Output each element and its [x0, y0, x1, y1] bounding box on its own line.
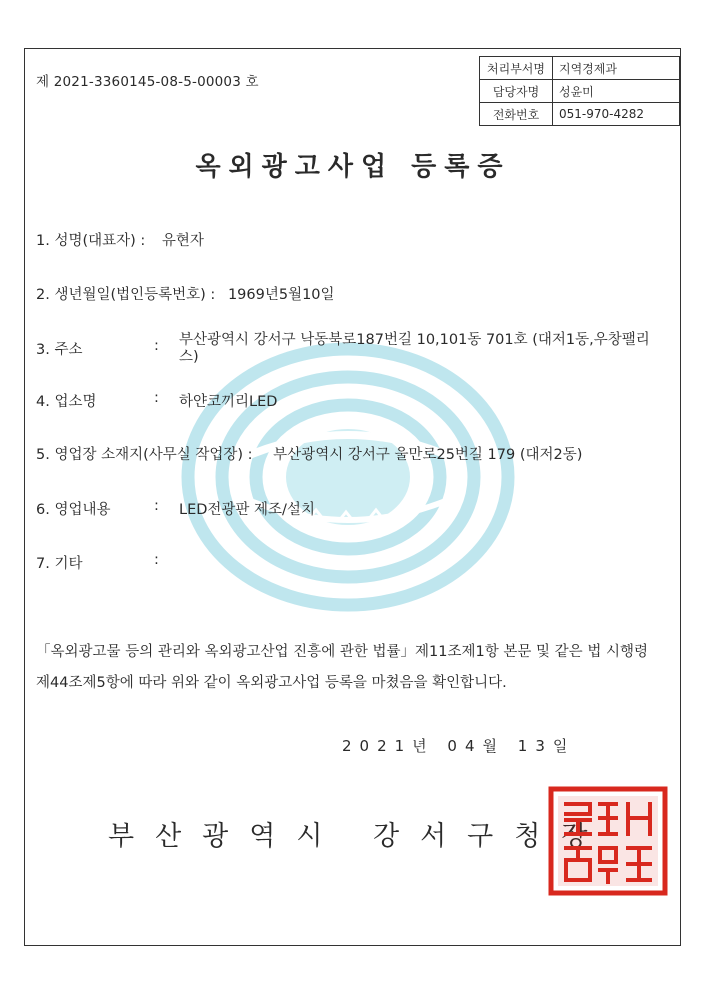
item-label: 3. 주소 — [36, 342, 83, 358]
handler-row — [480, 80, 680, 103]
item-value: 유현자 — [161, 233, 204, 249]
handler-row — [480, 103, 680, 126]
issuer-name: 부산광역시 강서구청장 — [108, 821, 609, 852]
item-value: 1969년5월10일 — [227, 287, 335, 303]
item-value: LED전광판 제조/설치 — [179, 502, 315, 518]
handler-value: 051-970-4282 — [553, 103, 680, 126]
item-label: 6. 영업내용 — [36, 502, 111, 518]
document-number: 제 2021-3360145-08-5-00003 호 — [36, 74, 259, 90]
item-birthdate — [36, 283, 335, 304]
item-label: 5. 영업장 소재지(사무실 작업장) : — [36, 447, 253, 463]
emblem-watermark-icon — [178, 340, 518, 615]
item-label: 4. 업소명 — [36, 394, 97, 410]
item-label: 7. 기타 — [36, 556, 83, 572]
item-label: 2. 생년월일(법인등록번호) : — [36, 287, 216, 303]
item-colon: : — [154, 498, 159, 514]
handler-label: 담당자명 — [480, 80, 553, 103]
item-other — [36, 552, 159, 573]
handler-label: 처리부서명 — [480, 57, 553, 80]
item-colon: : — [154, 390, 159, 406]
item-business-name — [36, 390, 278, 411]
document-title: 옥외광고사업 등록증 — [195, 152, 511, 182]
handler-row — [480, 57, 680, 80]
item-address — [36, 338, 159, 359]
official-seal-icon — [548, 786, 668, 896]
item-address-value: 부산광역시 강서구 낙동북로187번길 10,101동 701호 (대저1동,우창팰리스) — [179, 332, 650, 365]
handler-value: 성윤미 — [553, 80, 680, 103]
item-colon: : — [154, 338, 159, 354]
certification-statement: 「옥외광고물 등의 관리와 옥외광고산업 진흥에 관한 법률」제11조제1항 본문 및 같은 법 시행령 제44조제5항에 따라 위와 같이 옥외광고사업 등록을 마쳤음을 확인합니다. — [36, 644, 648, 691]
item-colon: : — [154, 552, 159, 568]
item-business-content — [36, 498, 315, 519]
issue-date: 2021년 04월 13일 — [342, 737, 576, 755]
item-representative — [36, 229, 204, 250]
item-business-location — [36, 443, 582, 464]
handler-info-table — [479, 56, 680, 126]
item-label: 1. 성명(대표자) : — [36, 233, 146, 249]
item-value: 부산광역시 강서구 울만로25번길 179 (대저2동) — [273, 447, 583, 463]
handler-value: 지역경제과 — [553, 57, 680, 80]
handler-label: 전화번호 — [480, 103, 553, 126]
item-value: 하얀코끼리LED — [179, 394, 278, 410]
